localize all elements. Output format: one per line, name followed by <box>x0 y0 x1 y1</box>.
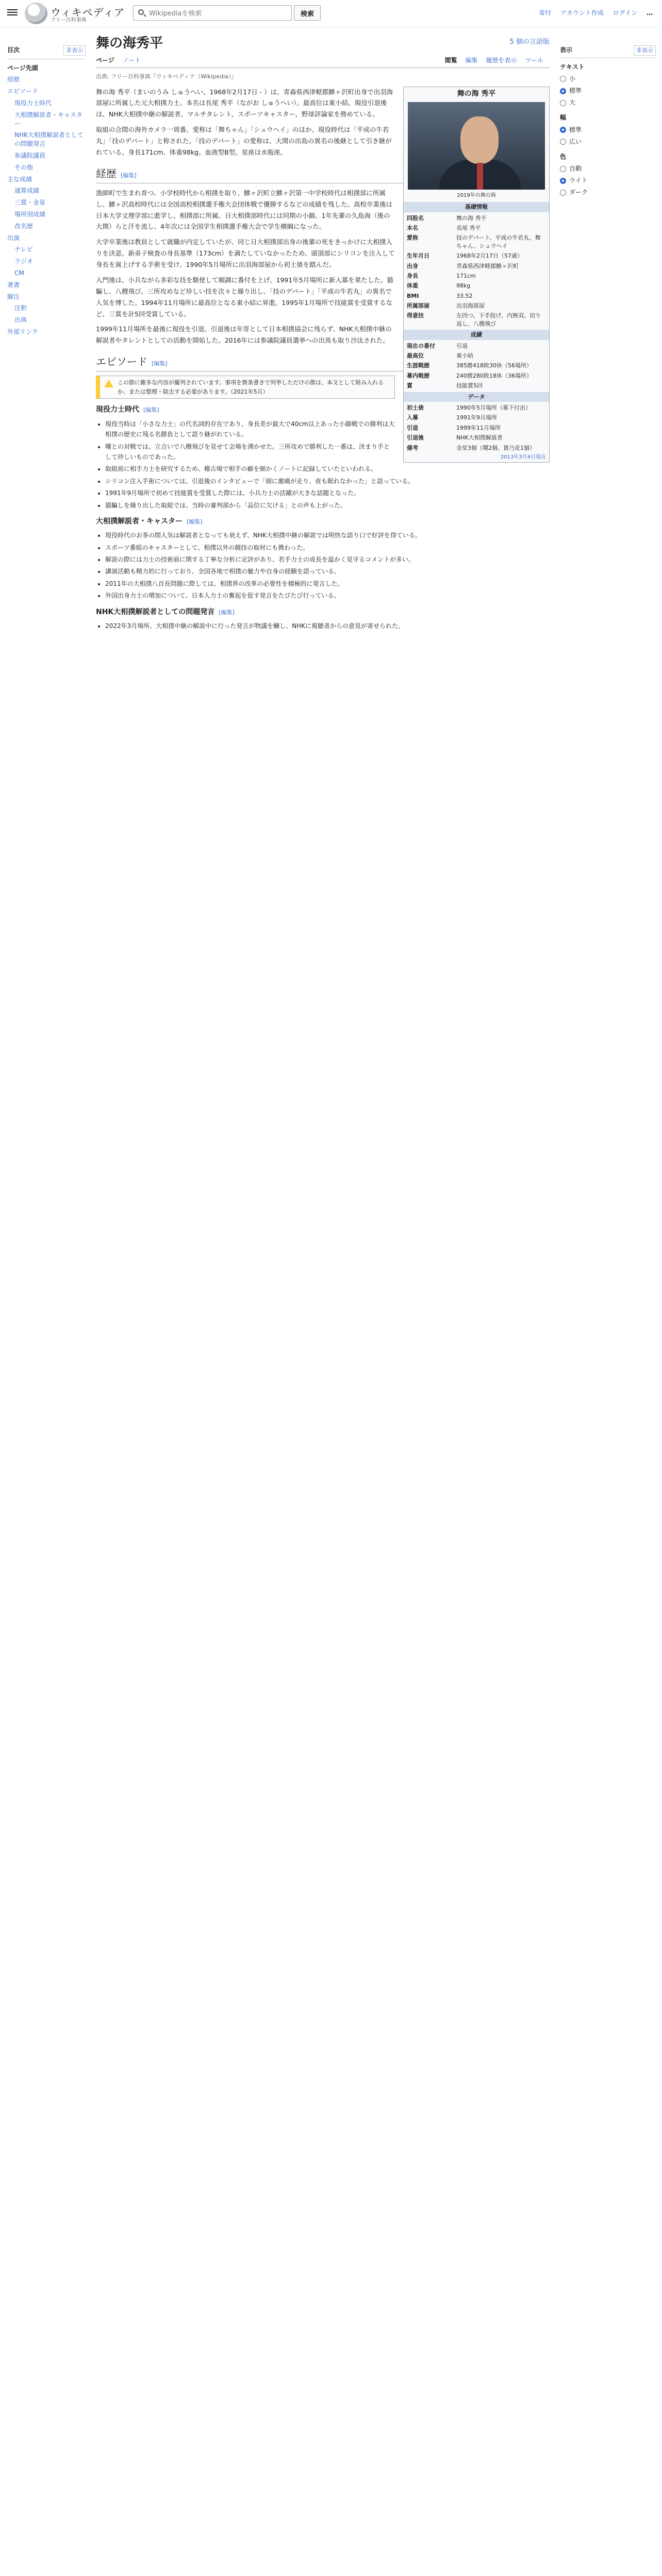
wikipedia-logo-icon[interactable] <box>25 3 47 24</box>
infobox-value: 引退 <box>456 342 468 349</box>
infobox-value: 98kg <box>456 282 471 290</box>
infobox-row <box>404 371 549 381</box>
toc-item[interactable]: 改名歴 <box>14 222 34 230</box>
infobox-label: 現在の番付 <box>407 342 435 349</box>
list-item: • 現役時代のお茶の間人気は解説者となっても衰えず、NHK大相撲中継の解説では明快な語り口で好評を得ている。 <box>105 530 550 540</box>
infobox-row <box>404 261 549 271</box>
infobox-basic-header: 基礎情報 <box>404 202 549 212</box>
color-options <box>560 163 656 199</box>
infobox-value: 240勝280敗18休（36場所） <box>456 372 532 379</box>
infobox-row <box>404 381 549 391</box>
toc-item[interactable]: 脚注 <box>7 293 20 300</box>
infobox-row <box>404 271 549 281</box>
toc-item[interactable]: 出演 <box>7 234 20 242</box>
list-item: • 講演活動も精力的に行っており、全国各地で相撲の魅力や自身の経験を語っている。 <box>105 566 550 577</box>
appearance-title: 表示 <box>560 46 573 54</box>
tagline: フリー百科事典 <box>51 18 87 23</box>
infobox-label: 四股名 <box>407 214 424 222</box>
infobox-label: 初土俵 <box>407 404 424 411</box>
toc-item[interactable]: テレビ <box>14 246 33 253</box>
text-size-options <box>560 73 656 109</box>
list-item: • 猫騙しを繰り出した取組では、当時の審判部から「品位に欠ける」との声も上がった。 <box>105 500 550 511</box>
option-label: ライト <box>569 177 588 184</box>
toc-title: 目次 <box>7 46 20 54</box>
toc-item[interactable]: その他 <box>14 163 34 171</box>
notice-text: この節に雑多な内容が羅列されています。事項を箇条書きで列挙しただけの節は、本文として組み入れるか、または整理・除去する必要があります。（2021年5月） <box>118 379 384 395</box>
list-item: • 1991年9月場所で初めて技能賞を受賞した際には、小兵力士の活躍が大きな話題となった。 <box>105 488 550 498</box>
search-box <box>133 5 292 21</box>
radio-button[interactable] <box>560 100 566 106</box>
maintenance-notice <box>96 376 395 399</box>
radio-button[interactable] <box>560 166 566 172</box>
infobox-career-header: 成績 <box>404 330 549 340</box>
toc-item[interactable]: CM <box>14 269 24 277</box>
career-paragraph: 大学卒業後は教員として就職が内定していたが、同じ日大相撲部出身の後輩の死をきっかけに大相撲入りを決意。新弟子検査の身長基準（173cm）を満たしていなかったため、頭頂部にシリコンを注入して身長を嵩上げする手術を受け、1990年5月場所に出羽海部屋から初土俵を踏んだ。 <box>96 238 395 269</box>
infobox-row <box>404 351 549 361</box>
radio-button[interactable] <box>560 88 566 94</box>
infobox-row <box>404 301 549 311</box>
infobox-label: 本名 <box>407 224 418 231</box>
donate-link[interactable]: 寄付 <box>539 9 552 16</box>
infobox-row <box>404 403 549 413</box>
option-label: 自動 <box>569 165 582 173</box>
list-item: • 外国出身力士の増加について、日本人力士の奮起を促す発言をたびたび行っている。 <box>105 590 550 601</box>
infobox-row <box>404 423 549 433</box>
infobox-label: 生涯戦歴 <box>407 362 429 369</box>
site-header <box>0 0 662 27</box>
infobox-basic-rows <box>404 213 549 329</box>
main-menu-icon[interactable] <box>7 8 18 17</box>
tab-page[interactable]: ページ <box>96 56 114 64</box>
toc-item[interactable]: 外部リンク <box>7 328 38 335</box>
section-title: エピソード <box>96 355 147 368</box>
infobox-row <box>404 361 549 370</box>
list-item: • シリコン注入手術については、引退後のインタビューで「頭に激痛が走り、夜も眠れなかった」と語っている。 <box>105 476 550 486</box>
infobox-label: 所属部屋 <box>407 302 429 310</box>
list-item: • 解説の際には力士の技術面に関する丁寧な分析に定評があり、若手力士の成長を温かく見守るコメントが多い。 <box>105 554 550 565</box>
option-label: 広い <box>569 138 582 145</box>
infobox-label: 引退後 <box>407 434 424 442</box>
appearance-panel <box>560 45 656 199</box>
option-label: 小 <box>569 75 576 82</box>
language-button[interactable]: 5 個の言語版 <box>509 38 550 46</box>
infobox <box>403 87 550 463</box>
appearance-option[interactable] <box>560 175 656 187</box>
appearance-option[interactable] <box>560 163 656 175</box>
text-size-label: テキスト <box>560 63 585 71</box>
color-label: 色 <box>560 152 567 160</box>
infobox-data-rows <box>404 403 549 453</box>
infobox-value: 技のデパート、平成の牛若丸、舞ちゃん、シュウヘイ <box>456 234 541 249</box>
infobox-value: 171cm <box>456 272 476 279</box>
infobox-label: BMI <box>407 292 419 299</box>
infobox-value: 長尾 秀平 <box>456 224 481 231</box>
portrait-caption: 2019年の舞の海 <box>457 193 496 199</box>
radio-button[interactable] <box>560 139 566 145</box>
site-sub: 出典: フリー百科事典『ウィキペディア（Wikipedia）』 <box>96 73 237 80</box>
infobox-value: 青森県西津軽郡鰺ヶ沢町 <box>456 262 519 269</box>
subsection-heading <box>96 606 550 618</box>
appearance-option[interactable] <box>560 73 656 85</box>
list-item: • 2022年3月場所、大相撲中継の解説中に行った発言が物議を醸し、NHKに視聴者からの意見が寄せられた。 <box>105 621 550 631</box>
infobox-value: 33.52 <box>456 292 473 299</box>
toc-item[interactable]: 注釈 <box>14 304 27 312</box>
appearance-option[interactable] <box>560 187 656 198</box>
toc-item[interactable]: 現役力士時代 <box>14 99 52 107</box>
tab-history[interactable]: 履歴を表示 <box>486 56 517 64</box>
infobox-label: 生年月日 <box>407 252 429 260</box>
width-label: 幅 <box>560 114 567 122</box>
more-options-icon[interactable]: … <box>647 9 653 16</box>
warning-icon <box>104 379 113 387</box>
infobox-value: 1968年2月17日（57歳） <box>456 252 523 260</box>
infobox-row <box>404 433 549 443</box>
subsection-title: 大相撲解説者・キャスター <box>96 517 183 526</box>
toc-item[interactable]: 場所別成績 <box>14 210 46 218</box>
page-title: 舞の海秀平 <box>96 36 163 51</box>
infobox-row <box>404 341 549 351</box>
toc-item[interactable]: ページ先頭 <box>7 64 38 72</box>
toc-header <box>7 45 86 59</box>
episode-list <box>96 530 550 601</box>
intro-paragraph: 舞の海 秀平（まいのうみ しゅうへい、1968年2月17日 - ）は、青森県西津軽郡鰺ヶ沢町出身で出羽海部屋に所属した元大相撲力士。本名は長尾 秀平（ながお しゅうへい）。最高位は東小結。現役引退後は、NHK大相撲中継の解説者、マルチタレント、スポーツキャスター、野球評論家を務めている。 <box>96 88 393 118</box>
tab-edit[interactable]: 編集 <box>465 56 478 64</box>
toc-item[interactable]: 著書 <box>7 281 20 289</box>
appearance-option[interactable] <box>560 124 656 136</box>
portrait-image[interactable] <box>408 102 545 190</box>
personal-tools <box>532 8 653 18</box>
toc-item[interactable]: 三賞・金星 <box>14 199 46 207</box>
search-button[interactable]: 検索 <box>294 5 321 21</box>
option-label: ダーク <box>569 189 588 196</box>
infobox-row <box>404 281 549 291</box>
infobox-value: NHK大相撲解説者 <box>456 434 503 442</box>
edit-section-link[interactable]: [編集] <box>152 360 168 367</box>
subsection-title: 現役力士時代 <box>96 405 139 414</box>
infobox-value: 舞の海 秀平 <box>456 214 487 222</box>
section-title: 経歴 <box>96 167 117 180</box>
width-options <box>560 124 656 148</box>
list-item: • スポーツ番組のキャスターとして、相撲以外の競技の取材にも携わった。 <box>105 543 550 553</box>
create-account-link[interactable]: アカウント作成 <box>560 9 604 16</box>
radio-button[interactable] <box>560 76 566 82</box>
list-item: • 曙との対戦では、立合いで八艘飛びを見せて会場を沸かせた。三所攻めで勝利した一番は、決まり手として珍しいものであった。 <box>105 442 550 463</box>
radio-button[interactable] <box>560 178 566 184</box>
content <box>96 31 550 635</box>
toc-item[interactable]: エピソード <box>7 88 39 95</box>
toc-item[interactable]: 出典 <box>14 316 27 324</box>
infobox-data-header: データ <box>404 392 549 402</box>
infobox-row <box>404 413 549 422</box>
infobox-value: 出羽海部屋 <box>456 302 485 310</box>
infobox-label: 体重 <box>407 282 418 290</box>
appearance-header <box>560 45 656 58</box>
infobox-label: 賞 <box>407 382 412 389</box>
infobox-value: 左四つ、下手投げ、内無双、切り返し、八艘飛び <box>456 312 541 327</box>
option-label: 標準 <box>569 87 582 94</box>
toc-item[interactable]: 通算成績 <box>14 187 40 195</box>
search-icon <box>138 9 144 15</box>
tab-read[interactable]: 閲覧 <box>444 56 457 64</box>
infobox-label: 備考 <box>407 444 418 451</box>
subsection-heading <box>96 516 550 527</box>
tab-talk[interactable]: ノート <box>122 56 141 64</box>
appearance-hide-button[interactable]: 非表示 <box>634 45 656 56</box>
option-label: 標準 <box>569 126 582 133</box>
infobox-value: 385勝418敗30休（56場所） <box>456 362 532 369</box>
infobox-value: 1991年9月場所 <box>456 414 497 421</box>
intro-paragraph: 取組の合間の海外カメラ一周番。愛称は「舞ちゃん」「シュウヘイ」のほか、現役時代は「平成の牛若丸」「技のデパート」と称された。「技のデパート」の愛称は、大関の出島の異名の後継として引き継がれている。身長171cm、体重98kg。血液型B型。星座は水瓶座。 <box>96 126 392 156</box>
option-label: 大 <box>569 99 576 107</box>
infobox-label: 入幕 <box>407 414 418 421</box>
infobox-value: 金星3個（曙2個、貴乃花1個） <box>456 444 535 451</box>
infobox-value: 1999年11月場所 <box>456 424 501 431</box>
career-paragraph: 漁師町で生まれ育つ。小学校時代から相撲を取り、鰺ヶ沢町立鰺ヶ沢第一中学校時代は相撲部に所属し、鰺ヶ沢高校時代には全国高校相撲選手権大会団体戦で優勝するなどの成績を残した。高校卒業後は日本大学文理学部に進学し、相撲部に所属。日大相撲部時代には同期の小錦、1年先輩の久島海（後の大関）らと汗を流し、4年次には全国学生相撲選手権大会で学生横綱になった。 <box>96 189 393 231</box>
subsection-title: NHK大相撲解説者としての問題発言 <box>96 607 215 616</box>
edit-section-link[interactable]: [編集] <box>121 172 137 179</box>
appearance-option[interactable] <box>560 85 656 97</box>
infobox-row <box>404 213 549 223</box>
career-paragraph: 1999年11月場所を最後に現役を引退。引退後は年寄として日本相撲協会に残らず、NHK大相撲中継の解説者やタレントとしての活動を開始した。2016年には参議院議員選挙への出馬も取り沙汰された。 <box>96 325 392 345</box>
toc-hide-button[interactable]: 非表示 <box>63 45 86 56</box>
infobox-label: 得意技 <box>407 312 424 319</box>
table-of-contents <box>7 45 86 338</box>
infobox-value: 1990年5月場所（幕下付出） <box>456 404 531 411</box>
infobox-row <box>404 233 549 251</box>
toc-item[interactable]: ラジオ <box>14 258 34 265</box>
infobox-footer[interactable]: 2013年3月4日現在 <box>500 454 546 460</box>
infobox-row <box>404 251 549 261</box>
toc-item[interactable]: 経歴 <box>7 76 20 83</box>
infobox-value: 技能賞5回 <box>456 382 483 389</box>
edit-section-link[interactable]: [編集] <box>143 406 159 414</box>
tab-tools[interactable]: ツール <box>525 56 543 64</box>
edit-section-link[interactable]: [編集] <box>187 518 203 525</box>
infobox-row <box>404 311 549 329</box>
page-tabs <box>96 53 550 68</box>
toc-item[interactable]: 主な成績 <box>7 175 32 183</box>
edit-section-link[interactable]: [編集] <box>219 608 235 616</box>
appearance-option[interactable] <box>560 136 656 148</box>
infobox-label: 出身 <box>407 262 418 269</box>
list-item: • 取組前に相手力士を研究するため、稽古場で相手の癖を細かくノートに記録していたといわれる。 <box>105 464 550 474</box>
infobox-label: 愛称 <box>407 234 418 242</box>
search-input[interactable] <box>134 6 269 21</box>
infobox-name: 舞の海 秀平 <box>457 89 496 98</box>
toc-item[interactable]: 参議院議員 <box>14 151 46 159</box>
list-item: • 現役当時は「小さな力士」の代名詞的存在であり、身長差が最大で40cm以上あった小錦戦での勝利は大相撲の歴史に残る名勝負として語り継がれている。 <box>105 419 550 440</box>
infobox-label: 最高位 <box>407 352 424 360</box>
infobox-row <box>404 443 549 453</box>
radio-button[interactable] <box>560 127 566 133</box>
infobox-career-rows <box>404 341 549 391</box>
infobox-row <box>404 291 549 301</box>
career-paragraph: 入門後は、小兵ながら多彩な技を駆使して順調に番付を上げ、1991年5月場所に新入幕を果たした。猫騙し、八艘飛び、三所攻めなど珍しい技を次々と繰り出し、「技のデパート」「平成の牛若丸」の異名で人気を博した。1994年11月場所に最高位となる東小結に昇進。1995年1月場所で技能賞を受賞するなど、三賞を計5回受賞している。 <box>96 276 393 318</box>
radio-button[interactable] <box>560 190 566 196</box>
login-link[interactable]: ログイン <box>613 9 638 16</box>
episode-list <box>96 621 550 631</box>
toc-item[interactable]: 大相撲解説者・キャスター <box>14 111 83 127</box>
toc-list <box>7 62 86 338</box>
appearance-option[interactable] <box>560 97 656 109</box>
infobox-label: 幕内戦歴 <box>407 372 429 379</box>
infobox-label: 引退 <box>407 424 418 431</box>
list-item: • 2011年の大相撲八百長問題に際しては、相撲界の改革の必要性を積極的に発言した。 <box>105 579 550 589</box>
wordmark[interactable]: ウィキペディア <box>51 6 125 19</box>
infobox-value: 東小結 <box>456 352 473 360</box>
infobox-row <box>404 223 549 233</box>
infobox-label: 身長 <box>407 272 418 279</box>
toc-item[interactable]: NHK大相撲解説者としての問題発言 <box>14 131 84 148</box>
